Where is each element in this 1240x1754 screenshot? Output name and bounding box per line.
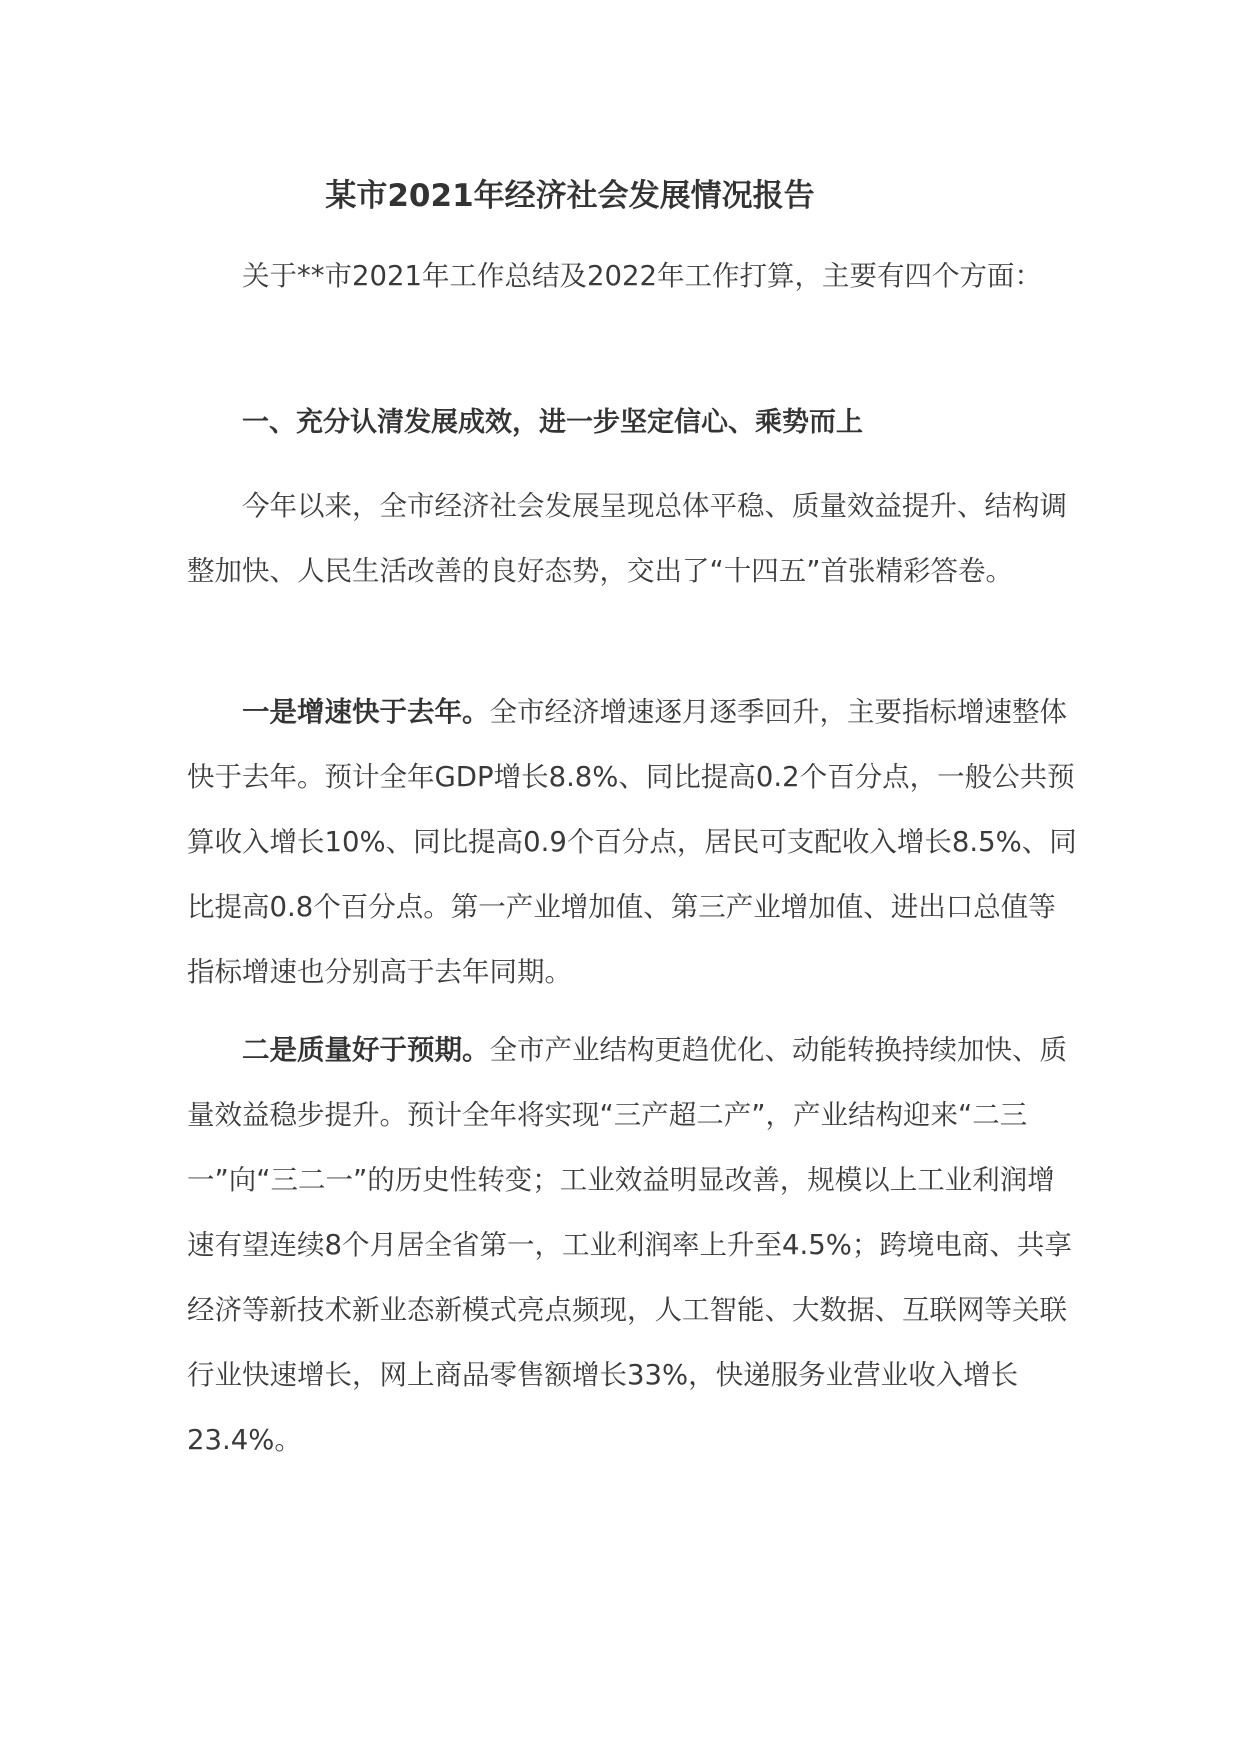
point-2-lead: 二是质量好于预期。 <box>242 1034 490 1066</box>
point-1-body: 全市经济增速逐月逐季回升，主要指标增速整体快于去年。预计全年GDP增长8.8%、同比提高0.2个百分点，一般公共预算收入增长10%、同比提高0.9个百分点，居民可支配收入增长8.5%、同比提高0.8个百分点。第一产业增加值、第三产业增加值、进出口总值等指标增速也分别高于去年同期。 <box>187 696 1077 988</box>
section-heading-1: 一、充分认清发展成效，进一步坚定信心、乘势而上 <box>242 407 863 438</box>
overview-paragraph: 今年以来，全市经济社会发展呈现总体平稳、质量效益提升、结构调整加快、人民生活改善的良好态势，交出了“十四五”首张精彩答卷。 <box>187 490 1067 587</box>
point-2-body: 全市产业结构更趋优化、动能转换持续加快、质量效益稳步提升。预计全年将实现“三产超二产”，产业结构迎来“二三一”向“三二一”的历史性转变；工业效益明显改善，规模以上工业利润增速有望连续8个月居全省第一，工业利润率上升至4.5%；跨境电商、共享经济等新技术新业态新模式亮点频现，人工智能、大数据、互联网等关联行业快速增长，网上商品零售额增长33%，快递服务业营业收入增长23.4%。 <box>187 1034 1072 1456</box>
intro-paragraph: 关于**市2021年工作总结及2022年工作打算，主要有四个方面： <box>242 260 1042 292</box>
document-title: 某市2021年经济社会发展情况报告 <box>325 178 815 214</box>
point-2-paragraph <box>187 1018 1077 1473</box>
point-1-paragraph <box>187 680 1077 1005</box>
point-1-lead: 一是增速快于去年。 <box>242 696 490 728</box>
